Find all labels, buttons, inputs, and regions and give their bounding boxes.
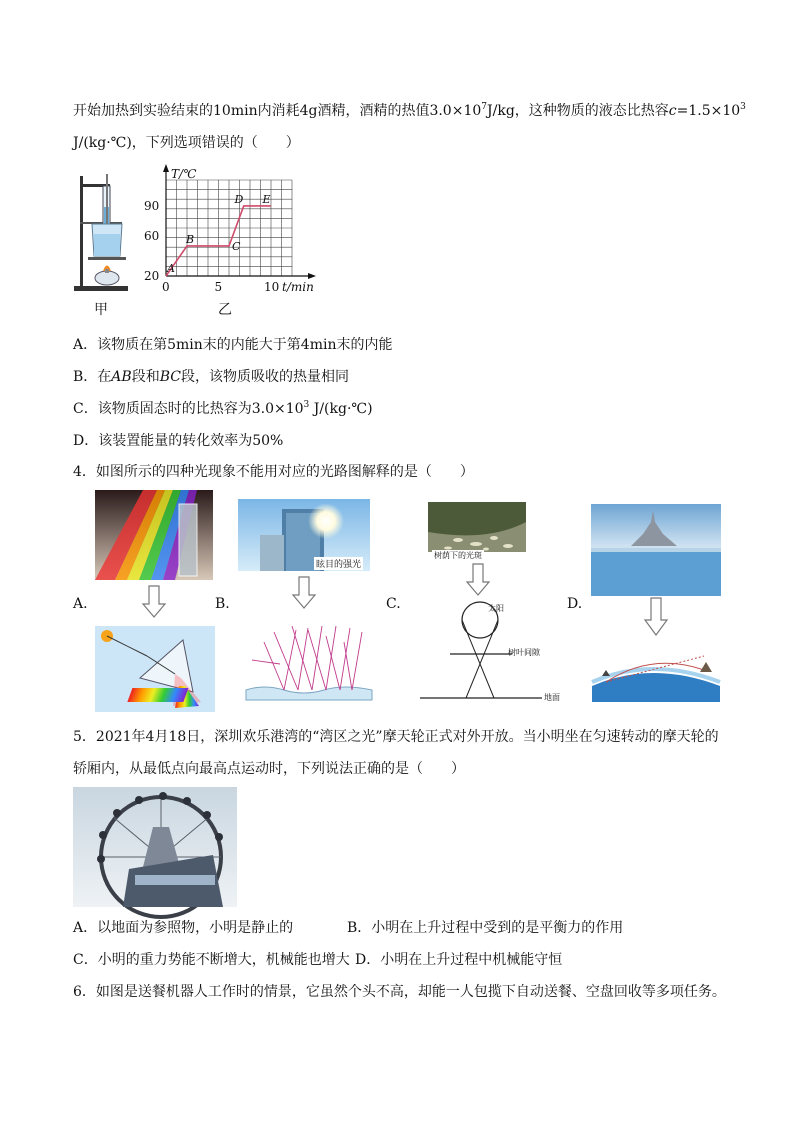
- y-axis-arrow-icon: [163, 164, 169, 172]
- down-arrow-icon: [292, 577, 316, 609]
- point-label-a: A: [167, 262, 175, 275]
- x-axis-label: t/min: [282, 280, 314, 294]
- q4-label-b[interactable]: B.: [215, 596, 230, 612]
- point-label-c: C: [232, 239, 241, 253]
- x-tick-label: 0: [162, 280, 170, 294]
- x-tick-label: 10: [264, 280, 280, 294]
- x-tick-label: 5: [214, 280, 223, 294]
- point-label-b: B: [186, 232, 195, 246]
- q6-line-1: 6．如图是送餐机器人工作时的情景，它虽然个头不高，却能一人包揽下自动送餐、空盘回收等多项任务。: [73, 984, 726, 1000]
- temperature-time-graph: [140, 166, 314, 298]
- down-arrow-icon: [142, 586, 166, 618]
- q3-line-1: 开始加热到实验结束的10min内消耗4g酒精，酒精的热值$3.0\times 10^7J/kg$，这种物质的液态比热容$c=1.5\times 10^3$: [73, 102, 746, 119]
- figure-label-yi: 乙: [218, 302, 232, 318]
- q5-line-1: 5．2021年4月18日，深圳欢乐港湾的“湾区之光”摩天轮正式对外开放。当小明坐在匀速转动的摩天轮的: [73, 729, 719, 745]
- heating-apparatus-figure: [70, 172, 132, 300]
- prism-light-path-diagram: [95, 626, 215, 712]
- diagram-c-gap-label: 树叶间隙: [508, 648, 540, 657]
- y-tick-label: 90: [144, 198, 160, 213]
- q3-line-2: J/(kg·℃)，下列选项错误的（ ）: [73, 135, 300, 151]
- ferris-wheel-photo: [73, 787, 237, 907]
- q3-option-b[interactable]: B．在AB段和BC段，该物质吸收的热量相同: [73, 369, 349, 385]
- castle-on-sea-photo: [591, 504, 721, 596]
- q5-option-c[interactable]: C．小明的重力势能不断增大，机械能也增大: [73, 952, 350, 968]
- y-tick-label: 60: [144, 228, 160, 243]
- photo-b-caption: 眩目的强光: [314, 557, 363, 570]
- q5-option-d[interactable]: D．小明在上升过程中机械能守恒: [355, 952, 563, 968]
- q3-option-d[interactable]: D．该装置能量的转化效率为50%: [73, 433, 284, 449]
- q4-question: 4．如图所示的四种光现象不能用对应的光路图解释的是（ ）: [73, 464, 474, 480]
- atmospheric-refraction-diagram: [592, 646, 720, 702]
- q5-option-a[interactable]: A．以地面为参照物，小明是静止的: [73, 920, 294, 936]
- diagram-c-ground-label: 地面: [544, 693, 560, 702]
- y-axis-label: T/℃: [171, 167, 197, 181]
- point-label-e: E: [262, 192, 271, 206]
- q5-option-b[interactable]: B．小明在上升过程中受到的是平衡力的作用: [347, 920, 624, 936]
- q3-option-a[interactable]: A．该物质在第5min末的内能大于第4min末的内能: [73, 337, 393, 353]
- q3-option-c[interactable]: C．该物质固态时的比热容为$3.0\times 10^3$ J/(kg·℃): [73, 400, 373, 417]
- q5-line-2: 轿厢内，从最低点向最高点运动时，下列说法正确的是（ ）: [73, 761, 465, 777]
- figure-label-jia: 甲: [94, 302, 108, 318]
- x-axis-arrow-icon: [308, 273, 316, 279]
- q4-label-d[interactable]: D.: [567, 596, 583, 612]
- diagram-c-sun-label: 太阳: [488, 604, 504, 613]
- point-label-d: D: [234, 192, 244, 206]
- y-tick-label: 20: [144, 269, 160, 283]
- diffuse-reflection-diagram: [244, 620, 376, 700]
- q4-label-c[interactable]: C.: [386, 596, 401, 612]
- prism-dispersion-photo: [95, 490, 213, 580]
- photo-c-caption: 树荫下的光斑: [434, 551, 482, 560]
- q4-label-a[interactable]: A.: [73, 596, 88, 612]
- tree-shade-light-spot-photo: [428, 502, 526, 552]
- down-arrow-icon: [466, 564, 490, 596]
- down-arrow-icon: [644, 598, 668, 636]
